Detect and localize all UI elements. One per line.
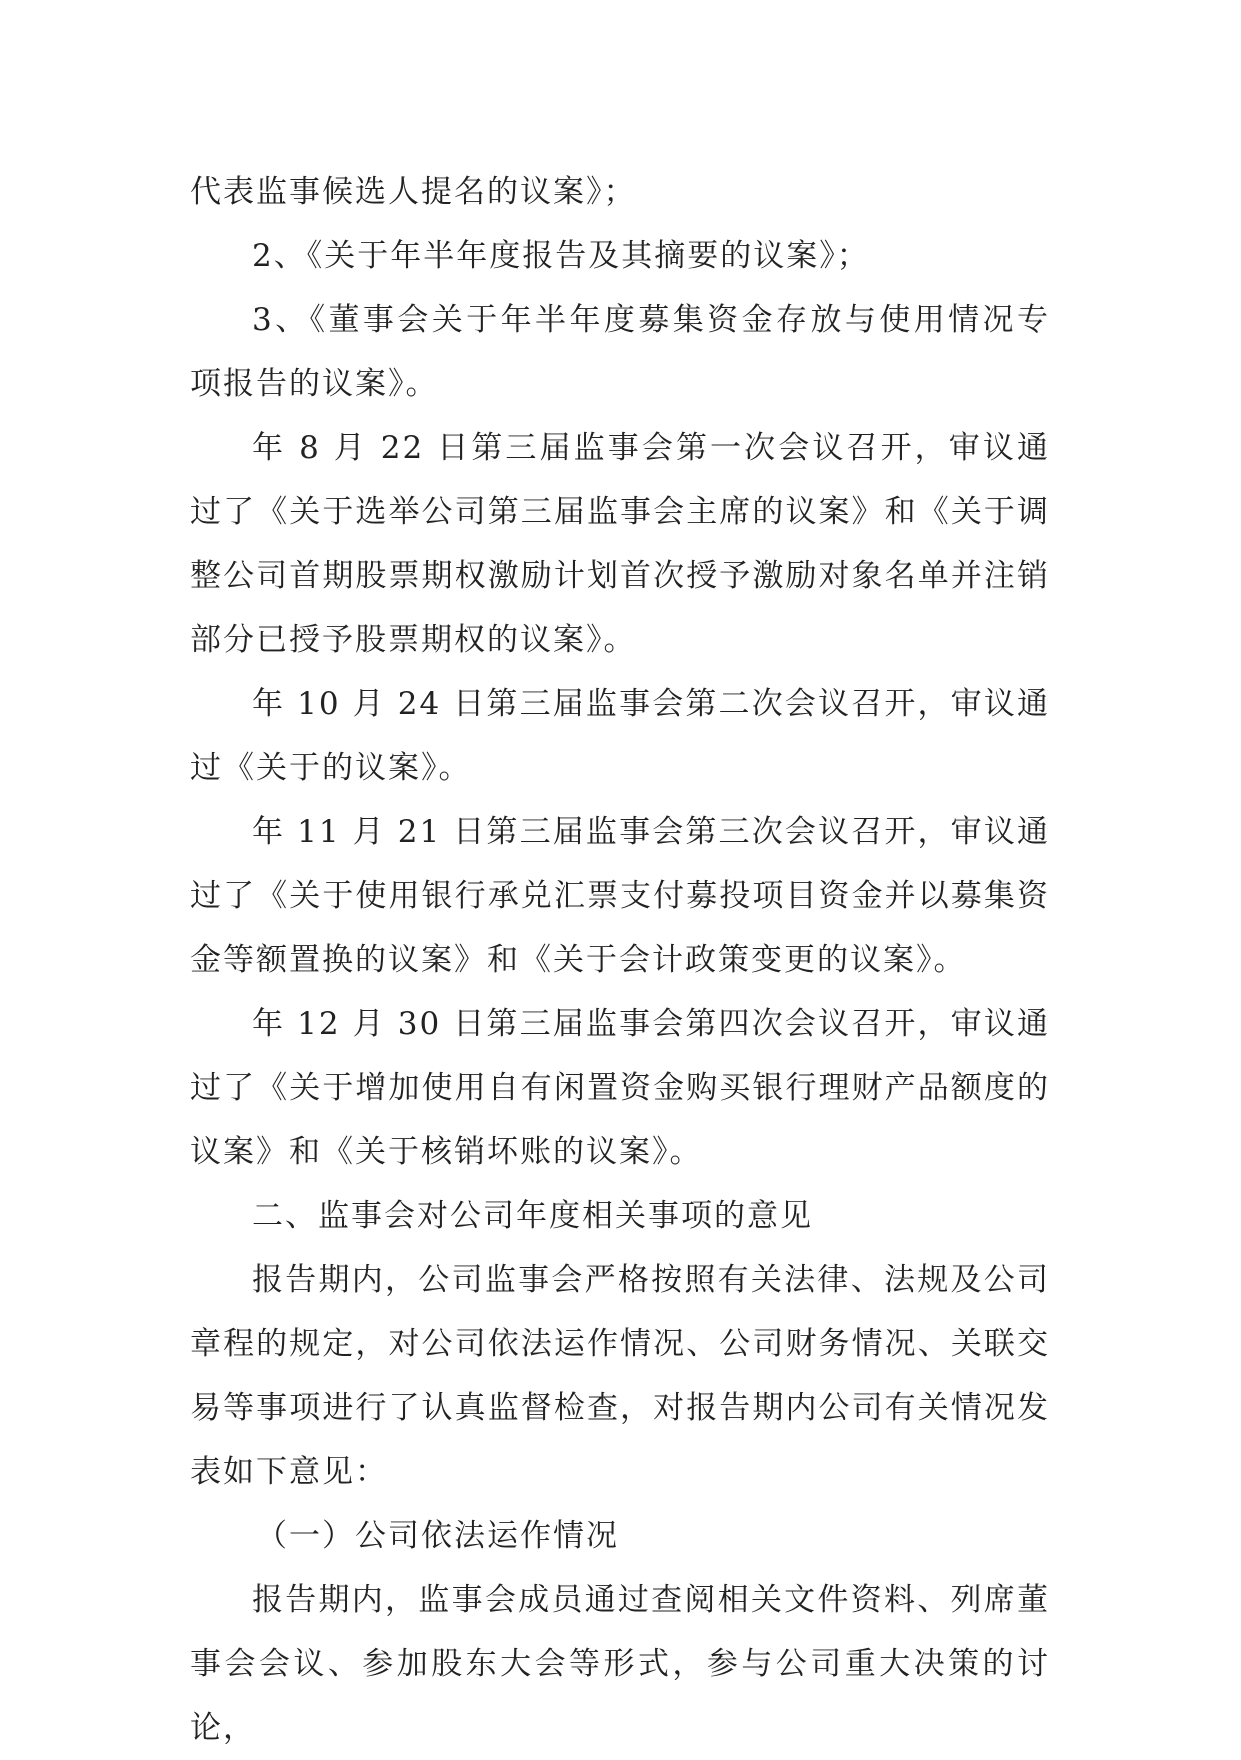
document-body: [190, 160, 1050, 1760]
paragraph-legal-operation: 报告期内，监事会成员通过查阅相关文件资料、列席董事会会议、参加股东大会等形式，参与公司重大决策的讨论，: [190, 1582, 1050, 1746]
paragraph-meeting-third: 年 11 月 21 日第三届监事会第三次会议召开，审议通过了《关于使用银行承兑汇票支付募投项目资金并以募集资金等额置换的议案》和《关于会计政策变更的议案》。: [190, 814, 1050, 978]
paragraph-continuation: 代表监事候选人提名的议案》；: [190, 174, 637, 210]
paragraph-meeting-first: 年 8 月 22 日第三届监事会第一次会议召开，审议通过了《关于选举公司第三届监事会主席的议案》和《关于调整公司首期股票期权激励计划首次授予激励对象名单并注销部分已授予股票期权的议案》。: [190, 430, 1050, 658]
paragraph-item-2: 2、《关于年半年度报告及其摘要的议案》；: [252, 238, 870, 274]
paragraph-item-3: 3、《董事会关于年半年度募集资金存放与使用情况专项报告的议案》。: [190, 302, 1050, 402]
subsection-heading-legal-operation: （一）公司依法运作情况: [256, 1518, 619, 1554]
paragraph-meeting-second: 年 10 月 24 日第三届监事会第二次会议召开，审议通过《关于的议案》。: [190, 686, 1050, 786]
paragraph-opinions-intro: 报告期内，公司监事会严格按照有关法律、法规及公司章程的规定，对公司依法运作情况、公司财务情况、关联交易等事项进行了认真监督检查，对报告期内公司有关情况发表如下意见：: [190, 1262, 1050, 1490]
paragraph-meeting-fourth: 年 12 月 30 日第三届监事会第四次会议召开，审议通过了《关于增加使用自有闲置资金购买银行理财产品额度的议案》和《关于核销坏账的议案》。: [190, 1006, 1050, 1170]
section-heading-opinions: 二、监事会对公司年度相关事项的意见: [252, 1198, 813, 1234]
